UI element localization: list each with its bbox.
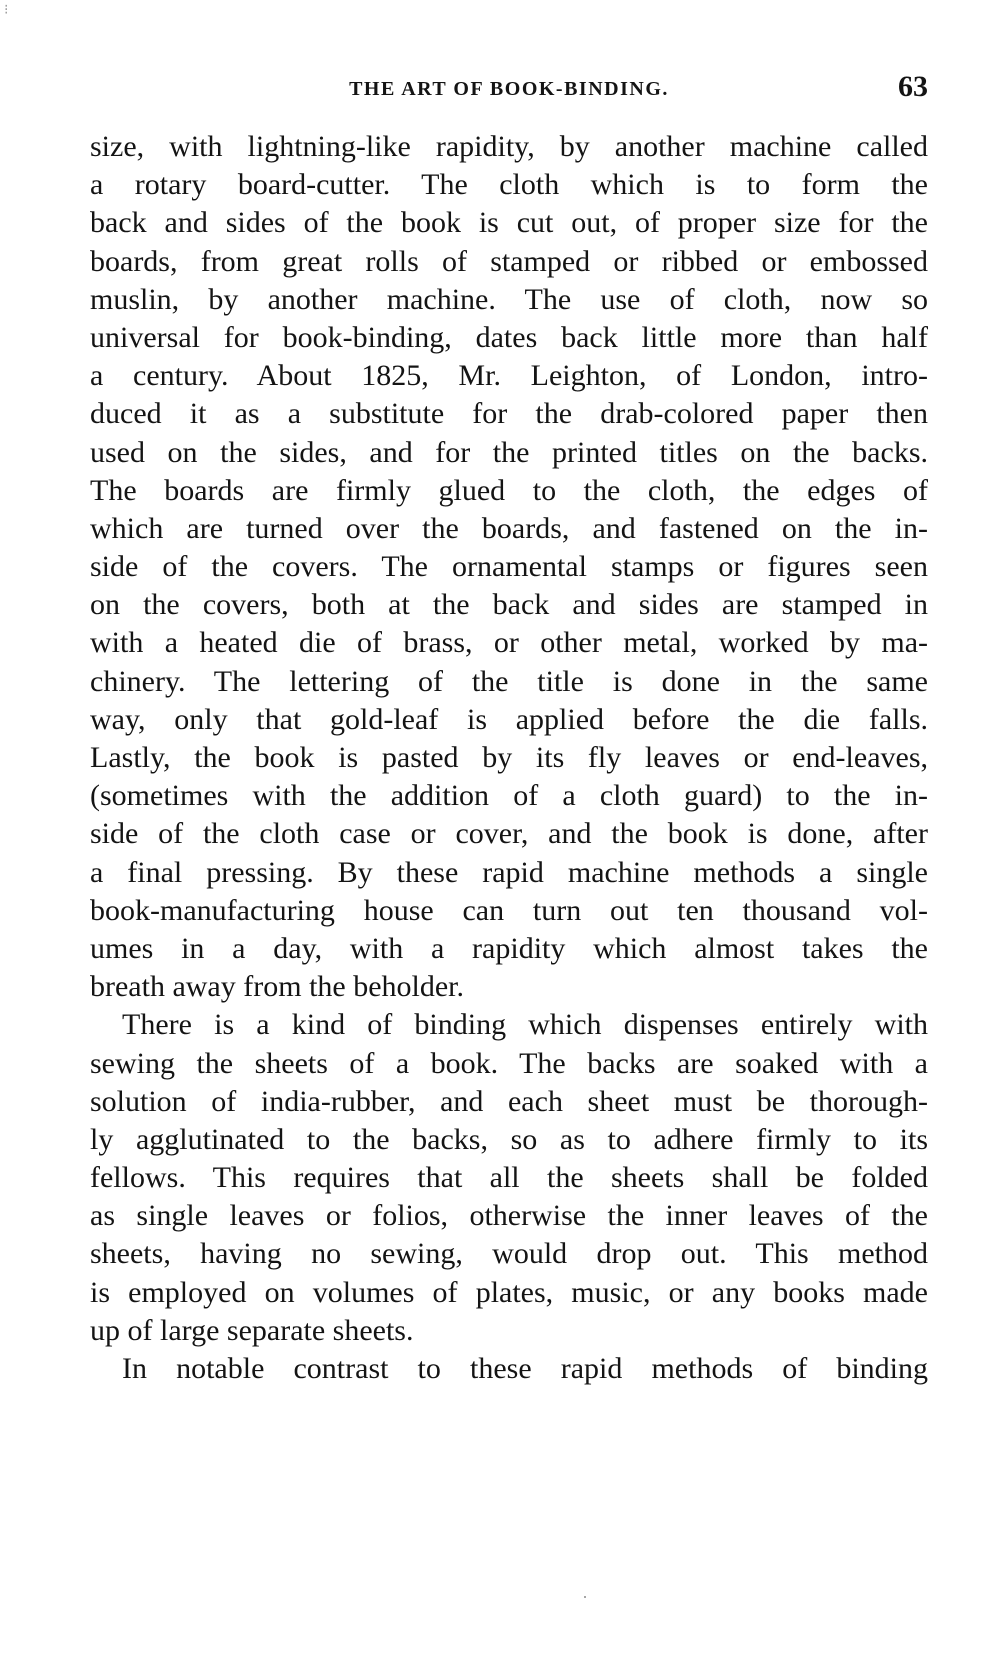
text-line: chinery. The lettering of the title is done in the same — [90, 664, 928, 698]
text-line: In notable contrast to these rapid methods of binding — [122, 1352, 928, 1385]
running-header — [90, 70, 928, 110]
text-line: Lastly, the book is pasted by its fly leaves or end-leaves, — [90, 741, 928, 774]
text-line: side of the covers. The ornamental stamps or figures seen — [90, 550, 928, 584]
text-line: muslin, by another machine. The use of cloth, now so — [90, 282, 928, 316]
text-line: way, only that gold-leaf is applied before the die falls. — [90, 702, 928, 736]
text-line: ly agglutinated to the backs, so as to adhere firmly to its — [90, 1122, 928, 1156]
text-line: breath away from the beholder. — [90, 970, 465, 1004]
text-line: The boards are firmly glued to the cloth, the edges of — [90, 473, 928, 507]
text-line: size, with lightning-like rapidity, by another machine called — [90, 130, 928, 163]
text-line: book-manufacturing house can turn out ten thousand vol- — [90, 893, 928, 927]
text-line: a century. About 1825, Mr. Leighton, of London, intro- — [90, 359, 928, 393]
text-line: sewing the sheets of a book. The backs are soaked with a — [90, 1046, 928, 1080]
text-line: sheets, having no sewing, would drop out. This method — [90, 1237, 928, 1271]
text-line: solution of india-rubber, and each sheet must be thorough- — [90, 1084, 928, 1118]
text-line: a rotary board-cutter. The cloth which is to form the — [90, 168, 928, 202]
paragraph-2 — [90, 1006, 928, 1350]
paragraph-3 — [90, 1350, 928, 1388]
text-line: fellows. This requires that all the sheets shall be folded — [90, 1161, 928, 1195]
text-line: duced it as a substitute for the drab-colored paper then — [90, 397, 928, 431]
text-line: a final pressing. By these rapid machine methods a single — [90, 855, 928, 889]
text-line: used on the sides, and for the printed titles on the backs. — [90, 435, 928, 469]
scan-speck-mark: ⁝ — [4, 2, 9, 18]
running-title: THE ART OF BOOK-BINDING. — [349, 78, 669, 100]
body-text — [90, 128, 928, 1388]
text-line: (sometimes with the addition of a cloth guard) to the in- — [90, 779, 928, 813]
text-line: is employed on volumes of plates, music, or any books made — [90, 1275, 928, 1309]
paragraph-1 — [90, 128, 928, 1006]
text-line: as single leaves or folios, otherwise the inner leaves of the — [90, 1199, 928, 1233]
text-line: universal for book-binding, dates back little more than half — [90, 320, 928, 354]
text-line: There is a kind of binding which dispenses entirely with — [122, 1008, 928, 1042]
text-line: on the covers, both at the back and sides are stamped in — [90, 588, 928, 622]
text-line: up of large separate sheets. — [90, 1313, 414, 1347]
text-line: which are turned over the boards, and fastened on the in- — [90, 511, 928, 545]
text-line: boards, from great rolls of stamped or ribbed or embossed — [90, 244, 928, 278]
text-line: back and sides of the book is cut out, of proper size for the — [90, 206, 928, 240]
page-number: 63 — [898, 70, 928, 103]
text-line: umes in a day, with a rapidity which almost takes the — [90, 931, 928, 965]
text-line: side of the cloth case or cover, and the book is done, after — [90, 817, 928, 851]
text-line: with a heated die of brass, or other metal, worked by ma- — [90, 626, 928, 660]
scan-speck-dot — [584, 1596, 586, 1598]
